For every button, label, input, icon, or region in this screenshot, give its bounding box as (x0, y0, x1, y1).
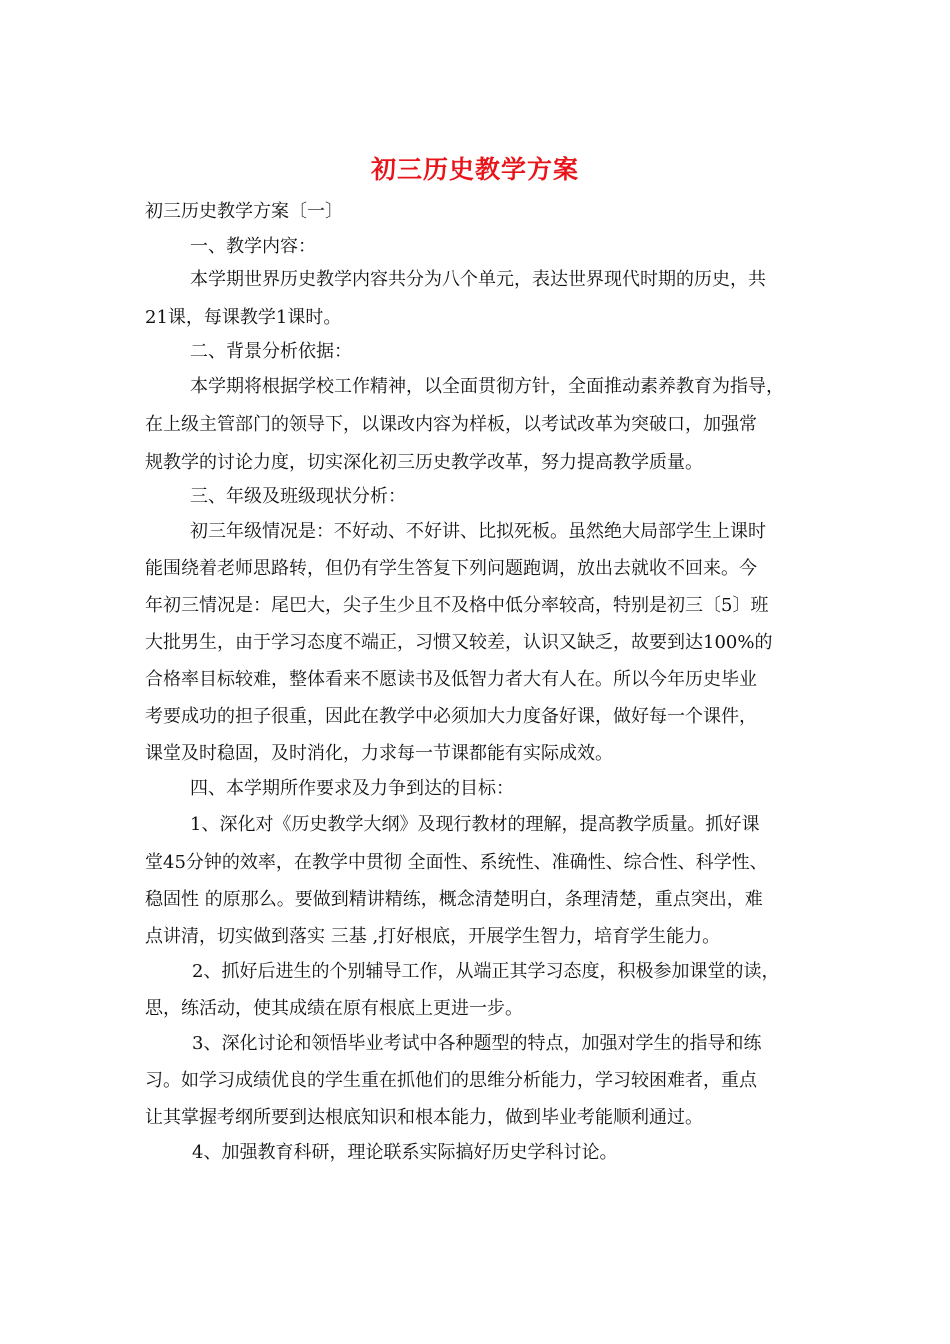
paragraph-line: 本学期将根据学校工作精神，以全面贯彻方针，全面推动素养教育为指导， (190, 376, 784, 397)
paragraph-line: 初三年级情况是：不好动、不好讲、比拟死板。虽然绝大局部学生上课时 (190, 521, 766, 542)
paragraph-line: 3、深化讨论和领悟毕业考试中各种题型的特点，加强对学生的指导和练 (192, 1033, 762, 1054)
paragraph-line: 二、背景分析依据： (190, 341, 352, 362)
section-heading: 初三历史教学方案〔一〕 (145, 201, 343, 222)
paragraph-line: 大批男生，由于学习态度不端正，习惯又较差，认识又缺乏，故要到达100%的 (145, 632, 773, 653)
paragraph-line: 一、教学内容： (190, 236, 316, 257)
paragraph-line: 四、本学期所作要求及力争到达的目标： (190, 778, 514, 799)
paragraph-line: 堂45分钟的效率，在教学中贯彻 全面性、系统性、准确性、综合性、科学性、 (145, 852, 768, 873)
paragraph-line: 考要成功的担子很重，因此在教学中必须加大力度备好课，做好每一个课件， (145, 706, 757, 727)
paragraph-line: 课堂及时稳固，及时消化，力求每一节课都能有实际成效。 (145, 743, 613, 764)
paragraph-line: 合格率目标较难，整体看来不愿读书及低智力者大有人在。所以今年历史毕业 (145, 669, 757, 690)
paragraph-line: 习。如学习成绩优良的学生重在抓他们的思维分析能力，学习较困难者，重点 (145, 1070, 757, 1091)
paragraph-line: 2、抓好后进生的个别辅导工作，从端正其学习态度，积极参加课堂的读， (192, 961, 780, 982)
paragraph-line: 稳固性 的原那么。要做到精讲精练，概念清楚明白，条理清楚，重点突出，难 (145, 889, 763, 910)
paragraph-line: 规教学的讨论力度，切实深化初三历史教学改革，努力提高教学质量。 (145, 452, 703, 473)
paragraph-line: 21课，每课教学1课时。 (145, 307, 342, 328)
paragraph-line: 能围绕着老师思路转，但仍有学生答复下列问题跑调，放出去就收不回来。今 (145, 558, 757, 579)
paragraph-line: 点讲清，切实做到落实 三基 ,打好根底，开展学生智力，培育学生能力。 (145, 926, 721, 947)
paragraph-line: 让其掌握考纲所要到达根底知识和根本能力，做到毕业考能顺利通过。 (145, 1107, 703, 1128)
paragraph-line: 本学期世界历史教学内容共分为八个单元，表达世界现代时期的历史，共 (190, 269, 766, 290)
paragraph-line: 1、深化对《历史教学大纲》及现行教材的理解，提高教学质量。抓好课 (190, 814, 760, 835)
paragraph-line: 在上级主管部门的领导下，以课改内容为样板，以考试改革为突破口，加强常 (145, 414, 757, 435)
paragraph-line: 4、加强教育科研，理论联系实际搞好历史学科讨论。 (192, 1142, 618, 1163)
paragraph-line: 三、年级及班级现状分析： (190, 486, 406, 507)
document-title: 初三历史教学方案 (370, 155, 579, 184)
paragraph-line: 年初三情况是：尾巴大，尖子生少且不及格中低分率较高，特别是初三〔5〕班 (145, 595, 769, 616)
paragraph-line: 思，练活动，使其成绩在原有根底上更进一步。 (145, 998, 523, 1019)
